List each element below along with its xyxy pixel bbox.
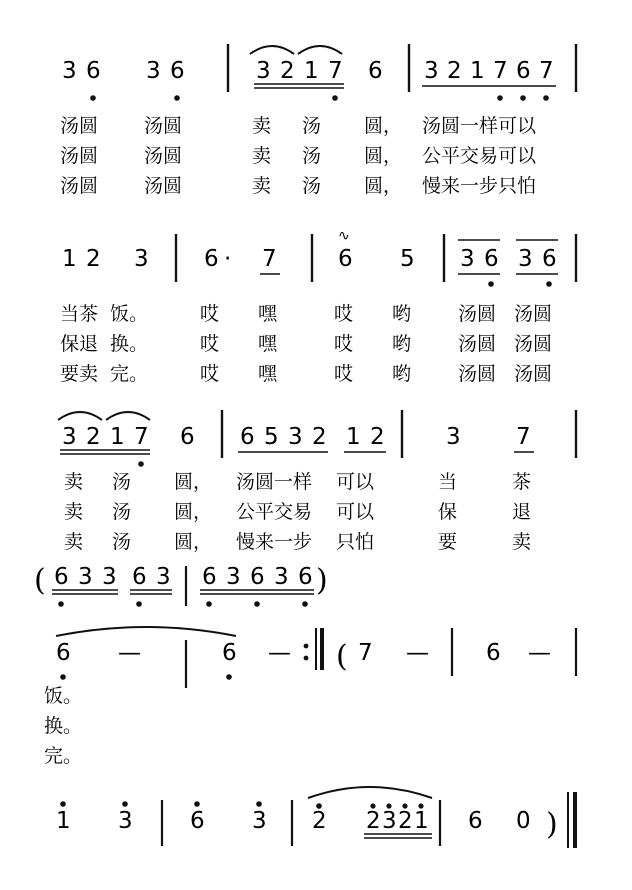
note: 3 — [102, 564, 117, 590]
open-paren: ( — [34, 563, 46, 598]
group-1 — [56, 640, 71, 680]
note: 7 — [358, 640, 373, 666]
octave-dot-below — [546, 281, 552, 287]
octave-dot-above — [60, 801, 66, 807]
lyric: 卖 — [252, 145, 272, 167]
lyric: 汤 — [112, 531, 132, 553]
note: 3 — [256, 58, 271, 84]
lyric: 完。 — [110, 363, 149, 385]
lyric: 圆， — [364, 175, 403, 197]
lyric: 保 — [438, 501, 458, 523]
repeat-dot — [304, 656, 309, 661]
lyric: 嘿 — [258, 333, 278, 355]
group-1 — [62, 58, 101, 101]
system-3 — [58, 410, 576, 553]
lyric: 当 — [438, 471, 458, 493]
note: 1 — [470, 58, 485, 84]
lyrics-line-1 — [60, 115, 537, 137]
repeat-dot — [304, 644, 309, 649]
lyrics-line-3 — [44, 745, 82, 767]
lyric: 汤圆一样 — [236, 471, 313, 493]
lyric: 哎 — [200, 363, 220, 385]
group-2 — [118, 801, 133, 834]
dash: — — [118, 640, 141, 666]
lyric: 汤 — [302, 145, 322, 167]
lyrics-line-3 — [60, 363, 552, 385]
note: 6 — [170, 58, 185, 84]
system-1 — [60, 44, 576, 197]
lyric: 完。 — [44, 745, 83, 767]
note: 2 — [447, 58, 462, 84]
lyric: 汤 — [302, 175, 322, 197]
octave-dot-below — [332, 95, 338, 101]
octave-dot-below — [543, 95, 549, 101]
system-5 — [44, 627, 576, 767]
lyric: 圆， — [174, 531, 213, 553]
lyric: 饭。 — [44, 685, 83, 707]
note: 6 — [86, 58, 101, 84]
lyric: 慢来一步 — [236, 531, 313, 553]
note: 2 — [370, 424, 385, 450]
lyric: 汤 — [112, 471, 132, 493]
octave-dot-below — [520, 95, 526, 101]
note: 6 — [56, 640, 71, 666]
note: 6 — [132, 564, 147, 590]
group-3 — [254, 58, 344, 101]
group-1 — [60, 424, 150, 467]
note: 7 — [539, 58, 554, 84]
note: 6 — [180, 424, 195, 450]
note: 6 — [240, 424, 255, 450]
lyric: 公平交易可以 — [422, 145, 537, 167]
note: 7 — [493, 58, 508, 84]
group-1 — [62, 246, 101, 272]
final-barline — [568, 792, 575, 848]
group-5 — [312, 803, 327, 834]
group-2 — [200, 564, 314, 607]
lyric: 哟 — [392, 303, 412, 325]
lyric: 汤圆 — [458, 303, 497, 325]
octave-dot-below — [206, 601, 212, 607]
note: 3 — [446, 424, 461, 450]
group-3 — [204, 246, 231, 272]
note: 3 — [252, 808, 267, 834]
group-5 — [514, 424, 534, 452]
octave-dot-above — [256, 801, 262, 807]
lyric: 汤圆 — [458, 333, 497, 355]
lyrics-line-2 — [60, 333, 552, 355]
octave-dot-below — [138, 461, 144, 467]
note: 3 — [118, 808, 133, 834]
note: 7 — [516, 424, 531, 450]
group-8 — [516, 808, 531, 834]
lyric: 汤圆 — [514, 363, 553, 385]
lyric: 卖 — [252, 115, 272, 137]
dash: — — [268, 640, 291, 666]
repeat-sign — [304, 628, 322, 670]
open-paren: ( — [336, 639, 348, 674]
close-paren: ) — [546, 807, 558, 842]
group-6 — [364, 803, 432, 838]
lyric: 圆， — [174, 501, 213, 523]
note: 2 — [280, 58, 295, 84]
octave-dot-below — [497, 95, 503, 101]
slur — [298, 46, 342, 54]
dash: — — [528, 640, 551, 666]
note: 6 — [222, 640, 237, 666]
lyric: 卖 — [64, 501, 84, 523]
group-1 — [56, 801, 71, 834]
lyric: 哎 — [200, 333, 220, 355]
note: 1 — [56, 808, 71, 834]
augmentation-dot: · — [224, 246, 232, 272]
octave-dot-below — [254, 601, 260, 607]
note: 3 — [460, 246, 475, 272]
group-8 — [528, 640, 551, 666]
lyric: 哎 — [334, 333, 354, 355]
note: 6 — [190, 808, 205, 834]
note: 2 — [312, 808, 327, 834]
lyric: 茶 — [512, 471, 532, 493]
lyric: 汤 — [112, 501, 132, 523]
lyric: 饭。 — [110, 303, 149, 325]
lyric: 汤圆 — [144, 145, 183, 167]
group-2 — [134, 246, 149, 272]
octave-dot-above — [122, 801, 128, 807]
ornament-mark: ∿ — [338, 228, 350, 244]
note: 2 — [366, 808, 381, 834]
note: 3 — [518, 246, 533, 272]
lyrics-line-3 — [64, 531, 531, 553]
lyrics-line-1 — [60, 303, 552, 325]
group-2 — [146, 58, 185, 101]
lyrics-line-2 — [60, 145, 537, 167]
lyric: 换。 — [44, 715, 83, 737]
lyric: 卖 — [252, 175, 272, 197]
octave-dot-below — [302, 601, 308, 607]
note: 3 — [134, 246, 149, 272]
lyric: 哟 — [392, 363, 412, 385]
note: 1 — [110, 424, 125, 450]
note: 6 — [542, 246, 557, 272]
lyric: 汤圆 — [144, 115, 183, 137]
lyric: 卖 — [64, 531, 84, 553]
lyric: 可以 — [336, 471, 375, 493]
lyric: 可以 — [336, 501, 375, 523]
octave-dot-below — [58, 601, 64, 607]
lyrics-line-2 — [44, 715, 82, 737]
system-4-interlude — [34, 563, 328, 607]
lyric: 汤圆 — [60, 175, 99, 197]
slur — [106, 412, 150, 420]
lyric: 哟 — [392, 333, 412, 355]
note: 3 — [288, 424, 303, 450]
lyrics-line-2 — [64, 501, 531, 523]
note: 1 — [62, 246, 77, 272]
note: 3 — [274, 564, 289, 590]
lyrics-line-1 — [44, 685, 82, 707]
group-2 — [118, 640, 141, 666]
lyric: 嘿 — [258, 303, 278, 325]
note: 3 — [226, 564, 241, 590]
lyrics-line-1 — [64, 471, 531, 493]
group-4 — [368, 58, 383, 84]
note: 6 — [204, 246, 219, 272]
note: 2 — [398, 808, 413, 834]
lyric: 圆， — [174, 471, 213, 493]
lyric: 汤圆 — [514, 303, 553, 325]
group-4 — [268, 640, 291, 666]
lyric: 汤圆 — [144, 175, 183, 197]
slur — [308, 787, 432, 798]
lyric: 哎 — [334, 363, 354, 385]
note: 6 — [250, 564, 265, 590]
note: 3 — [146, 58, 161, 84]
group-6 — [406, 640, 429, 666]
lyric: 汤圆一样可以 — [422, 115, 537, 137]
lyric: 保退 — [60, 333, 99, 355]
octave-dot-below — [488, 281, 494, 287]
tie — [56, 627, 236, 636]
octave-dot-below — [90, 95, 96, 101]
group-5 — [358, 640, 373, 666]
note: 3 — [382, 808, 397, 834]
lyric: 只怕 — [336, 531, 375, 553]
lyric: 要 — [438, 531, 458, 553]
lyric: 圆， — [364, 115, 403, 137]
note: 6 — [298, 564, 313, 590]
lyrics-line-3 — [60, 175, 536, 197]
note: 5 — [264, 424, 279, 450]
group-7 — [486, 640, 501, 666]
system-6 — [56, 787, 575, 848]
lyric: 换。 — [110, 333, 149, 355]
note: 7 — [328, 58, 343, 84]
lyric: 嘿 — [258, 363, 278, 385]
octave-dot-below — [174, 95, 180, 101]
rest: 0 — [516, 808, 531, 834]
lyric: 汤圆 — [458, 363, 497, 385]
note: 5 — [400, 246, 415, 272]
octave-dot-below — [226, 674, 232, 680]
group-3 — [222, 640, 237, 680]
note: 1 — [346, 424, 361, 450]
note: 3 — [424, 58, 439, 84]
lyric: 慢来一步只怕 — [422, 175, 537, 197]
slur — [250, 46, 294, 54]
group-7 — [468, 808, 483, 834]
lyric: 圆， — [364, 145, 403, 167]
lyric: 哎 — [334, 303, 354, 325]
note: 6 — [484, 246, 499, 272]
note: 2 — [312, 424, 327, 450]
note: 7 — [134, 424, 149, 450]
group-3 — [190, 801, 205, 834]
lyric: 卖 — [64, 471, 84, 493]
lyric: 汤圆 — [60, 115, 99, 137]
note: 6 — [338, 246, 353, 272]
note: 6 — [54, 564, 69, 590]
group-4 — [260, 246, 280, 274]
note: 3 — [62, 424, 77, 450]
group-2 — [180, 424, 195, 450]
octave-dot-below — [136, 601, 142, 607]
group-6 — [400, 246, 415, 272]
note: 1 — [304, 58, 319, 84]
note: 6 — [368, 58, 383, 84]
note: 7 — [262, 246, 277, 272]
lyric: 卖 — [512, 531, 532, 553]
note: 3 — [156, 564, 171, 590]
group-3 — [238, 424, 386, 452]
octave-dot-below — [60, 674, 66, 680]
octave-dot-above — [194, 801, 200, 807]
lyric: 要卖 — [60, 363, 99, 385]
lyric: 哎 — [200, 303, 220, 325]
group-5 — [422, 58, 556, 101]
note: 6 — [202, 564, 217, 590]
lyric: 退 — [512, 501, 532, 523]
note: 1 — [414, 808, 429, 834]
dash: — — [406, 640, 429, 666]
lyric: 当茶 — [60, 303, 99, 325]
note: 6 — [486, 640, 501, 666]
lyric: 公平交易 — [236, 501, 313, 523]
lyric: 汤 — [302, 115, 322, 137]
note: 3 — [78, 564, 93, 590]
group-5 — [338, 228, 353, 272]
close-paren: ) — [316, 563, 328, 598]
lyric: 汤圆 — [514, 333, 553, 355]
lyric: 汤圆 — [60, 145, 99, 167]
note: 2 — [86, 424, 101, 450]
group-4 — [446, 424, 461, 450]
group-4 — [252, 801, 267, 834]
note: 3 — [62, 58, 77, 84]
note: 6 — [516, 58, 531, 84]
group-1 — [52, 564, 172, 607]
note: 2 — [86, 246, 101, 272]
slur — [58, 412, 102, 420]
group-7 — [458, 240, 558, 287]
note: 6 — [468, 808, 483, 834]
system-2 — [60, 228, 576, 385]
